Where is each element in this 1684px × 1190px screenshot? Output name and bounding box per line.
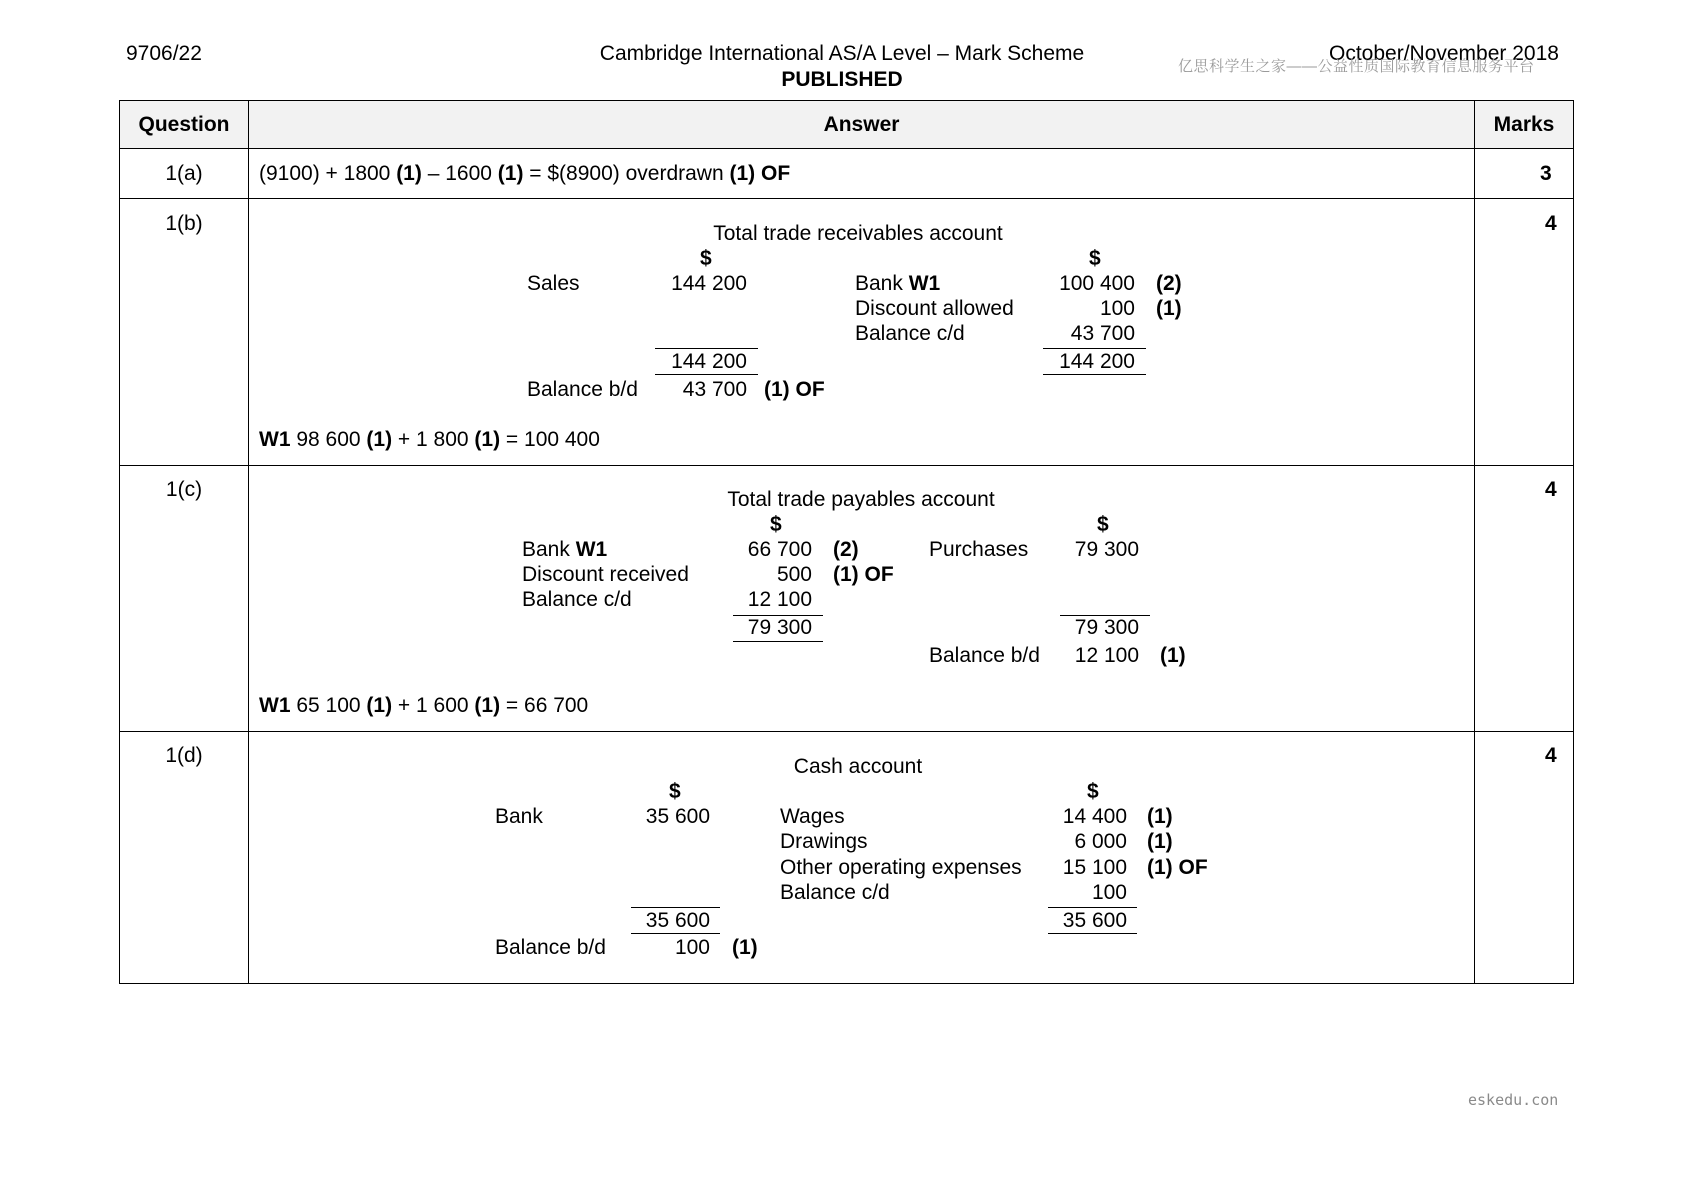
working-line <box>259 694 588 718</box>
column-divider-question <box>248 100 249 984</box>
total-rule <box>1043 374 1146 375</box>
row-divider-1a <box>119 198 1574 199</box>
ledger-amount: 12 100 <box>747 588 812 611</box>
total-rule <box>1048 933 1137 934</box>
ledger-label: Balance c/d <box>780 881 890 904</box>
ledger-total: 35 600 <box>1062 909 1127 932</box>
ledger-amount: 79 300 <box>1074 538 1139 561</box>
dollar-heading: $ <box>1087 780 1099 803</box>
working-text: + 1 800 <box>392 428 475 451</box>
question-number: 1(d) <box>165 744 203 767</box>
header-marks: Marks <box>1493 113 1555 136</box>
ledger-amount: 43 700 <box>1070 322 1135 345</box>
working-text: = 100 400 <box>500 428 600 451</box>
dollar-heading: $ <box>1089 247 1101 270</box>
total-rule <box>655 374 758 375</box>
ledger-total: 144 200 <box>1059 350 1135 373</box>
ledger-label: Bank <box>522 538 576 561</box>
mark-annotation: (1) <box>366 694 393 717</box>
dollar-heading: $ <box>700 247 712 270</box>
header-answer: Answer <box>823 113 900 136</box>
answer-text: – 1600 <box>421 162 498 185</box>
dollar-heading: $ <box>770 513 782 536</box>
total-rule <box>631 933 720 934</box>
marks-value: 4 <box>1545 212 1557 235</box>
document-title: Cambridge International AS/A Level – Mark Scheme <box>599 42 1085 65</box>
row-divider-1b <box>119 465 1574 466</box>
total-rule <box>733 641 823 642</box>
ledger-amount: 6 000 <box>1074 830 1127 853</box>
mark-annotation: (1) <box>1147 830 1173 853</box>
ledger-label: Other operating expenses <box>780 856 1022 879</box>
ledger-total: 79 300 <box>747 616 812 639</box>
answer-text: (9100) + 1800 <box>259 162 397 185</box>
working-text: + 1 600 <box>392 694 475 717</box>
ledger-amount: 12 100 <box>1074 644 1139 667</box>
ledger-total: 35 600 <box>645 909 710 932</box>
working-text: 65 100 <box>290 694 367 717</box>
dollar-heading: $ <box>669 780 681 803</box>
marks-value: 4 <box>1545 478 1557 501</box>
mark-annotation: (1) <box>497 162 524 185</box>
mark-annotation: (1) OF <box>1147 856 1208 879</box>
published-label: PUBLISHED <box>781 68 903 91</box>
ledger-amount: 100 <box>1099 297 1135 320</box>
working-line <box>259 428 600 452</box>
ledger-total: 144 200 <box>671 350 747 373</box>
account-title: Total trade payables account <box>727 488 995 511</box>
working-ref: W1 <box>259 428 291 451</box>
ledger-amount: 35 600 <box>645 805 710 828</box>
answer-1a <box>259 162 790 186</box>
ledger-amount: 66 700 <box>747 538 812 561</box>
table-header-divider <box>119 148 1574 149</box>
table-border-right <box>1573 100 1574 984</box>
ledger-label: Purchases <box>929 538 1029 561</box>
watermark-cn: 亿思科学生之家——公益性质国际教育信息服务平台 <box>1178 58 1535 75</box>
working-ref: W1 <box>259 694 291 717</box>
ledger-label: Drawings <box>780 830 868 853</box>
mark-annotation: (1) OF <box>833 563 894 586</box>
account-title: Cash account <box>793 755 923 778</box>
ledger-label: Balance b/d <box>929 644 1040 667</box>
working-text: 98 600 <box>290 428 367 451</box>
table-border-top <box>119 100 1574 101</box>
marks-value: 4 <box>1545 744 1557 767</box>
working-ref: W1 <box>908 272 941 295</box>
mark-annotation: (1) <box>366 428 393 451</box>
mark-annotation: (1) OF <box>729 162 791 185</box>
answer-text: = $(8900) overdrawn <box>523 162 730 185</box>
ledger-amount: 500 <box>776 563 812 586</box>
exam-session: October/November 2018 <box>1329 42 1559 65</box>
ledger-amount: 14 400 <box>1062 805 1127 828</box>
header-question: Question <box>138 113 230 136</box>
account-title: Total trade receivables account <box>713 222 1003 245</box>
total-rule <box>1043 348 1146 349</box>
question-number: 1(a) <box>165 162 203 185</box>
marks-value: 3 <box>1540 162 1552 185</box>
paper-code: 9706/22 <box>126 42 202 65</box>
ledger-amount: 100 <box>1091 881 1127 904</box>
working-ref: W1 <box>575 538 608 561</box>
mark-annotation: (1) <box>474 694 501 717</box>
mark-annotation: (1) OF <box>764 378 825 401</box>
mark-annotation: (1) <box>1156 297 1182 320</box>
ledger-amount: 100 400 <box>1059 272 1135 295</box>
question-number: 1(c) <box>165 478 203 501</box>
total-rule <box>631 907 720 908</box>
ledger-label: Balance c/d <box>522 588 632 611</box>
ledger-label: Balance b/d <box>495 936 606 959</box>
ledger-label: Bank <box>495 805 543 828</box>
table-border-bottom <box>119 983 1574 984</box>
ledger-label: Wages <box>780 805 845 828</box>
mark-annotation: (1) <box>1160 644 1186 667</box>
question-number: 1(b) <box>165 212 203 235</box>
ledger-label: Balance c/d <box>855 322 965 345</box>
ledger-label: Balance b/d <box>527 378 638 401</box>
mark-annotation: (1) <box>474 428 501 451</box>
row-divider-1c <box>119 731 1574 732</box>
ledger-label: Sales <box>527 272 580 295</box>
ledger-label: Bank <box>855 272 909 295</box>
ledger-amount: 100 <box>674 936 710 959</box>
working-text: = 66 700 <box>500 694 589 717</box>
footer-watermark: eskedu.con <box>1468 1091 1559 1109</box>
ledger-amount: 43 700 <box>682 378 747 401</box>
ledger-label: Discount received <box>522 563 689 586</box>
ledger-label: Discount allowed <box>855 297 1014 320</box>
dollar-heading: $ <box>1097 513 1109 536</box>
mark-annotation: (2) <box>833 538 859 561</box>
mark-annotation: (1) <box>396 162 422 185</box>
total-rule <box>1048 907 1137 908</box>
total-rule <box>655 348 758 349</box>
mark-annotation: (1) <box>1147 805 1173 828</box>
ledger-amount: 15 100 <box>1062 856 1127 879</box>
ledger-amount: 144 200 <box>671 272 747 295</box>
column-divider-marks <box>1474 100 1475 984</box>
mark-annotation: (2) <box>1156 272 1182 295</box>
mark-annotation: (1) <box>732 936 758 959</box>
ledger-total: 79 300 <box>1074 616 1139 639</box>
